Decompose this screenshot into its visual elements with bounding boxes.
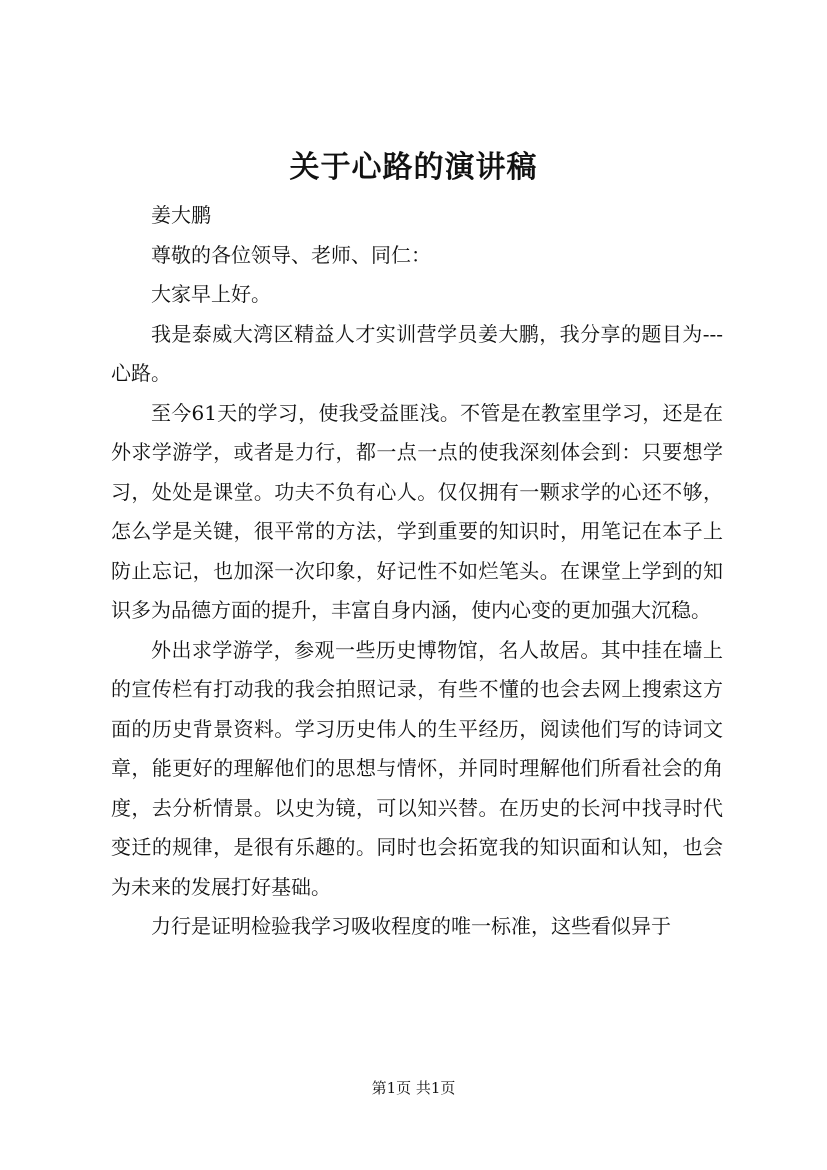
document-title: 关于心路的演讲稿 — [289, 150, 538, 185]
paragraph-learning: 至今61天的学习，使我受益匪浅。不管是在教室里学习，还是在外求学游学，或者是力行，都一点一点的使我深刻体会到：只要想学习，处处是课堂。功夫不负有心人。仅仅拥有一颗求学的心还不够，怎么学是关键，很平常的方法，学到重要的知识时，用笔记在本子上防止忘记，也加深一次印象，好记性不如烂笔头。在课堂上学到的知识多为品德方面的提升，丰富自身内涵，使内心变的更加强大沉稳。 — [111, 400, 723, 622]
paragraph-greeting: 大家早上好。 — [151, 282, 271, 306]
page-number-label: 第1页 共1页 — [371, 1079, 456, 1097]
paragraph-author: 姜大鹏 — [151, 203, 211, 227]
paragraph-study-trips: 外出求学游学，参观一些历史博物馆，名人故居。其中挂在墙上的宣传栏有打动我的我会拍照记录，有些不懂的也会去网上搜索这方面的历史背景资料。学习历史伟人的生平经历，阅读他们写的诗词文章，能更好的理解他们的思想与情怀，并同时理解他们所看社会的角度，去分析情景。以史为镜，可以知兴替。在历史的长河中找寻时代变迁的规律，是很有乐趣的。同时也会拓宽我的知识面和认知，也会为未来的发展打好基础。 — [111, 637, 723, 899]
page-footer — [0, 1077, 827, 1099]
paragraph-intro: 我是泰威大湾区精益人才实训营学员姜大鹏，我分享的题目为---心路。 — [111, 321, 723, 385]
document-body — [111, 196, 723, 947]
paragraph-practice: 力行是证明检验我学习吸收程度的唯一标准，这些看似异于 — [151, 914, 671, 938]
paragraph-salutation: 尊敬的各位领导、老师、同仁： — [151, 242, 431, 267]
